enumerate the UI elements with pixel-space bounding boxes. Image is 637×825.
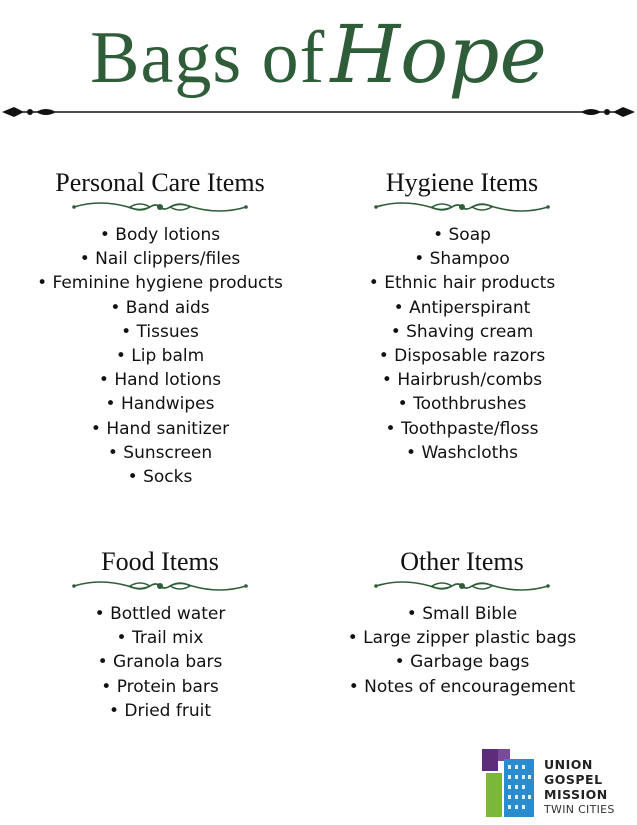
- title-script: Hope: [330, 8, 547, 101]
- list-item: • Sunscreen: [107, 442, 213, 463]
- list-item: • Granola bars: [97, 652, 223, 673]
- list-item: • Disposable razors: [378, 346, 546, 367]
- list-item: • Shampoo: [414, 249, 510, 270]
- page-title: [0, 8, 637, 101]
- list-item: • Hand lotions: [98, 370, 222, 391]
- list-item: • Handwipes: [105, 394, 215, 415]
- flourish-ornament: [372, 199, 552, 215]
- logo-line: MISSION: [544, 787, 608, 802]
- list-item: • Ethnic hair products: [368, 273, 556, 294]
- list-item: • Band aids: [110, 297, 210, 318]
- list-item: • Socks: [127, 467, 193, 488]
- flourish-ornament: [70, 578, 250, 594]
- list-item: • Dried fruit: [108, 700, 212, 721]
- logo-line: TWIN CITIES: [544, 803, 615, 816]
- list-item: • Bottled water: [94, 604, 226, 624]
- list-item: • Large zipper plastic bags: [347, 628, 577, 649]
- list-item: • Antiperspirant: [393, 297, 531, 318]
- list-item: • Hairbrush/combs: [381, 370, 543, 391]
- section-other: [312, 546, 612, 699]
- section-personal-care: [10, 167, 310, 489]
- list-item: • Protein bars: [101, 676, 219, 697]
- list-item: • Nail clippers/files: [79, 249, 241, 270]
- list-item: • Hand sanitizer: [90, 418, 230, 439]
- logo-line: GOSPEL: [544, 772, 603, 787]
- mission-building-icon: [482, 749, 536, 819]
- list-item: • Body lotions: [99, 225, 221, 245]
- list-item: • Tissues: [121, 321, 199, 342]
- list-item: • Soap: [433, 225, 491, 245]
- section-heading: Hygiene Items: [385, 168, 539, 197]
- list-item: • Toothpaste/floss: [385, 418, 539, 439]
- section-heading: Food Items: [101, 547, 219, 576]
- section-heading: Other Items: [400, 547, 524, 576]
- union-gospel-mission-logo: [482, 749, 632, 821]
- list-item: • Feminine hygiene products: [37, 273, 283, 294]
- logo-line: UNION: [544, 757, 593, 772]
- title-divider: [0, 100, 637, 124]
- list-item: • Small Bible: [406, 604, 518, 624]
- list-item: • Lip balm: [115, 346, 205, 367]
- flourish-ornament: [372, 578, 552, 594]
- title-main: Bags of: [90, 17, 326, 99]
- list-item: • Shaving cream: [390, 321, 534, 342]
- list-item: • Garbage bags: [394, 652, 530, 673]
- flourish-ornament: [70, 199, 250, 215]
- section-food: [10, 546, 310, 723]
- list-item: • Washcloths: [406, 442, 518, 463]
- section-heading: Personal Care Items: [55, 168, 265, 197]
- list-item: • Toothbrushes: [397, 394, 527, 415]
- section-hygiene: [312, 167, 612, 465]
- list-item: • Notes of encouragement: [348, 676, 576, 697]
- list-item: • Trail mix: [116, 628, 204, 649]
